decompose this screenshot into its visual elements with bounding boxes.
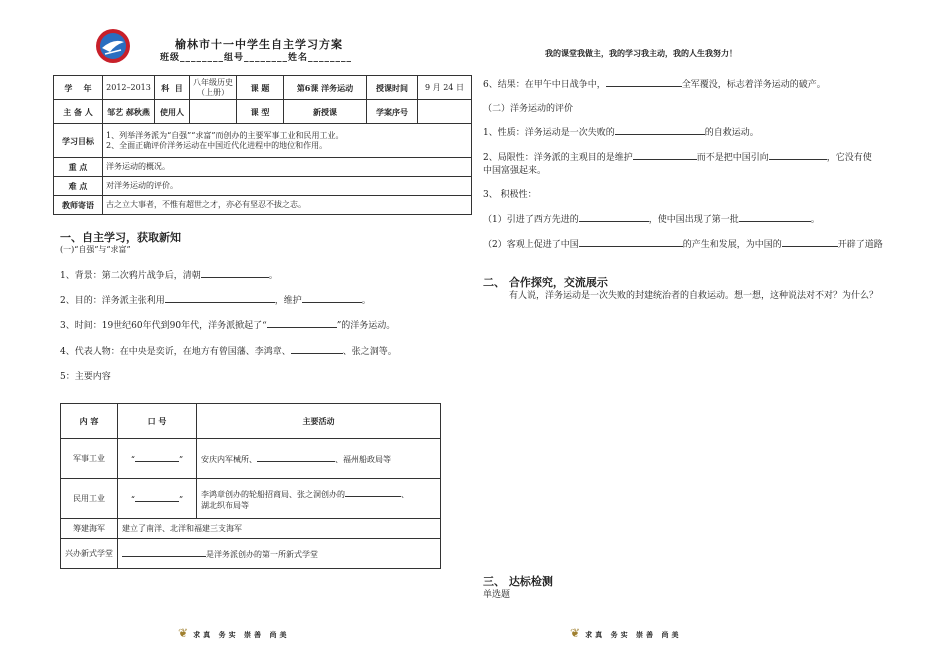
school-year-label: 学 年 — [54, 76, 103, 100]
answer-blank[interactable] — [135, 452, 179, 462]
goal-item: 1、列举洋务派为“自强”“求富”而创办的主要军事工业和民用工业。 — [106, 130, 344, 140]
question-figures: 4、代表人物：在中央是奕䜣，在地方有曾国藩、李鸿章、 、张之洞等。 — [60, 344, 397, 357]
question-nature: 1、性质：洋务运动是一次失败的 的自救运动。 — [483, 125, 759, 138]
section-assessment: 三、 达标检测 — [483, 575, 553, 588]
answer-blank[interactable] — [579, 212, 649, 222]
row-label-schools: 兴办新式学堂 — [61, 539, 118, 569]
col-header-slogan: 口 号 — [118, 404, 197, 439]
teacher-message-label: 教师寄语 — [54, 196, 103, 215]
type-label: 课 型 — [237, 100, 284, 124]
answer-blank[interactable] — [122, 547, 206, 557]
question-positive-2: （2）客观上促进了中国 的产生和发展，为中国的 开辟了道路 — [483, 237, 883, 250]
question-purpose: 2、目的：洋务派主张利用 ，维护 。 — [60, 293, 371, 306]
answer-blank[interactable] — [291, 344, 343, 354]
answer-blank[interactable] — [135, 492, 179, 502]
col-header-activities: 主要活动 — [197, 404, 441, 439]
answer-blank[interactable] — [769, 150, 827, 160]
section-cooperation: 二、 合作探究，交流展示 — [483, 276, 608, 289]
schools-activities: 是洋务派创办的第一所新式学堂 — [118, 539, 441, 569]
leaf-icon: ❦ — [178, 626, 189, 640]
answer-blank[interactable] — [267, 318, 337, 328]
slogan-cell: “ ” — [118, 439, 197, 479]
answer-blank[interactable] — [345, 487, 401, 497]
lesson-topic: 第6课 洋务运动 — [284, 76, 367, 100]
answer-blank[interactable] — [257, 452, 335, 462]
footer-right — [570, 622, 681, 641]
school-logo — [95, 28, 131, 64]
leaf-icon: ❦ — [570, 626, 581, 640]
subsection-self-strengthening: (一)“自强”与“求富” — [60, 245, 131, 254]
question-positive-1: （1）引进了西方先进的 ，使中国出现了第一批 。 — [483, 212, 820, 225]
civil-activities: 李鸿章创办的轮船招商局、张之洞创办的 、 湖北织布局等 — [197, 479, 441, 519]
lesson-info-table — [53, 75, 472, 215]
answer-blank[interactable] — [579, 237, 683, 247]
answer-blank[interactable] — [633, 150, 697, 160]
goals-label: 学习目标 — [54, 124, 103, 158]
teacher-message: 古之立大事者，不惟有超世之才，亦必有坚忍不拔之志。 — [103, 196, 472, 215]
footer-slogan: 求真 务实 崇善 尚美 — [585, 630, 682, 639]
key-point: 洋务运动的概况。 — [103, 158, 472, 177]
answer-blank[interactable] — [165, 293, 275, 303]
question-positive: 3、 积极性： — [483, 190, 537, 200]
answer-blank[interactable] — [606, 77, 682, 87]
main-content-table — [60, 403, 441, 569]
case-no-label: 学案序号 — [367, 100, 418, 124]
navy-activities: 建立了南洋、北洋和福建三支海军 — [118, 519, 441, 539]
inquiry-question: 有人说，洋务运动是一次失败的封建统治者的自救运动。想一想，这种说法对不对？为什么？ — [509, 291, 879, 301]
row-label-navy: 筹建海军 — [61, 519, 118, 539]
single-choice-label: 单选题 — [483, 590, 511, 600]
motto: 我的课堂我做主，我的学习我主动，我的人生我努力！ — [545, 48, 737, 58]
case-no-value — [418, 100, 472, 124]
footer-slogan: 求真 务实 崇善 尚美 — [193, 630, 290, 639]
teach-date: 9 月 24 日 — [418, 76, 472, 100]
answer-blank[interactable] — [302, 293, 362, 303]
slogan-cell: “ ” — [118, 479, 197, 519]
author-names: 邹艺 郝秋燕 — [103, 100, 155, 124]
subject-label: 科 目 — [155, 76, 190, 100]
question-main-content: 5：主要内容 — [60, 372, 111, 382]
page-title: 榆林市十一中学生自主学习方案 — [175, 38, 343, 51]
teach-time-label: 授课时间 — [367, 76, 418, 100]
col-header-content: 内 容 — [61, 404, 118, 439]
answer-blank[interactable] — [615, 125, 705, 135]
topic-label: 课 题 — [237, 76, 284, 100]
military-activities: 安庆内军械所、 、福州船政局等 — [197, 439, 441, 479]
row-label-military: 军事工业 — [61, 439, 118, 479]
question-background: 1、背景：第二次鸦片战争后，清朝 。 — [60, 268, 278, 281]
student-info-line: 班级________组号________姓名________ — [160, 53, 353, 63]
lesson-type: 新授课 — [284, 100, 367, 124]
section-self-study: 一、自主学习，获取新知 — [60, 231, 181, 244]
answer-blank[interactable] — [201, 268, 269, 278]
row-label-civil: 民用工业 — [61, 479, 118, 519]
difficulty: 对洋务运动的评价。 — [103, 177, 472, 196]
subsection-evaluation: （二）洋务运动的评价 — [483, 104, 574, 114]
school-year: 2012–2013 — [103, 76, 155, 100]
question-time: 3、时间：19世纪60年代到90年代，洋务派掀起了“ ”的洋务运动。 — [60, 318, 395, 331]
learning-goals — [103, 124, 472, 158]
footer-left — [178, 622, 289, 641]
answer-blank[interactable] — [739, 212, 811, 222]
goal-item: 2、全面正确评价洋务运动在中国近代化进程中的地位和作用。 — [106, 140, 328, 150]
subject: 八年级历史（上册） — [190, 76, 237, 100]
question-result: 6、结果：在甲午中日战争中， 全军覆没，标志着洋务运动的破产。 — [483, 77, 826, 90]
user-value — [190, 100, 237, 124]
question-limitation: 2、局限性：洋务派的主观目的是维护 而不是把中国引向 ，它没有使 中国富强起来。 — [483, 150, 903, 178]
user-label: 使用人 — [155, 100, 190, 124]
key-point-label: 重 点 — [54, 158, 103, 177]
author-label: 主 备 人 — [54, 100, 103, 124]
answer-blank[interactable] — [782, 237, 838, 247]
difficulty-label: 难 点 — [54, 177, 103, 196]
